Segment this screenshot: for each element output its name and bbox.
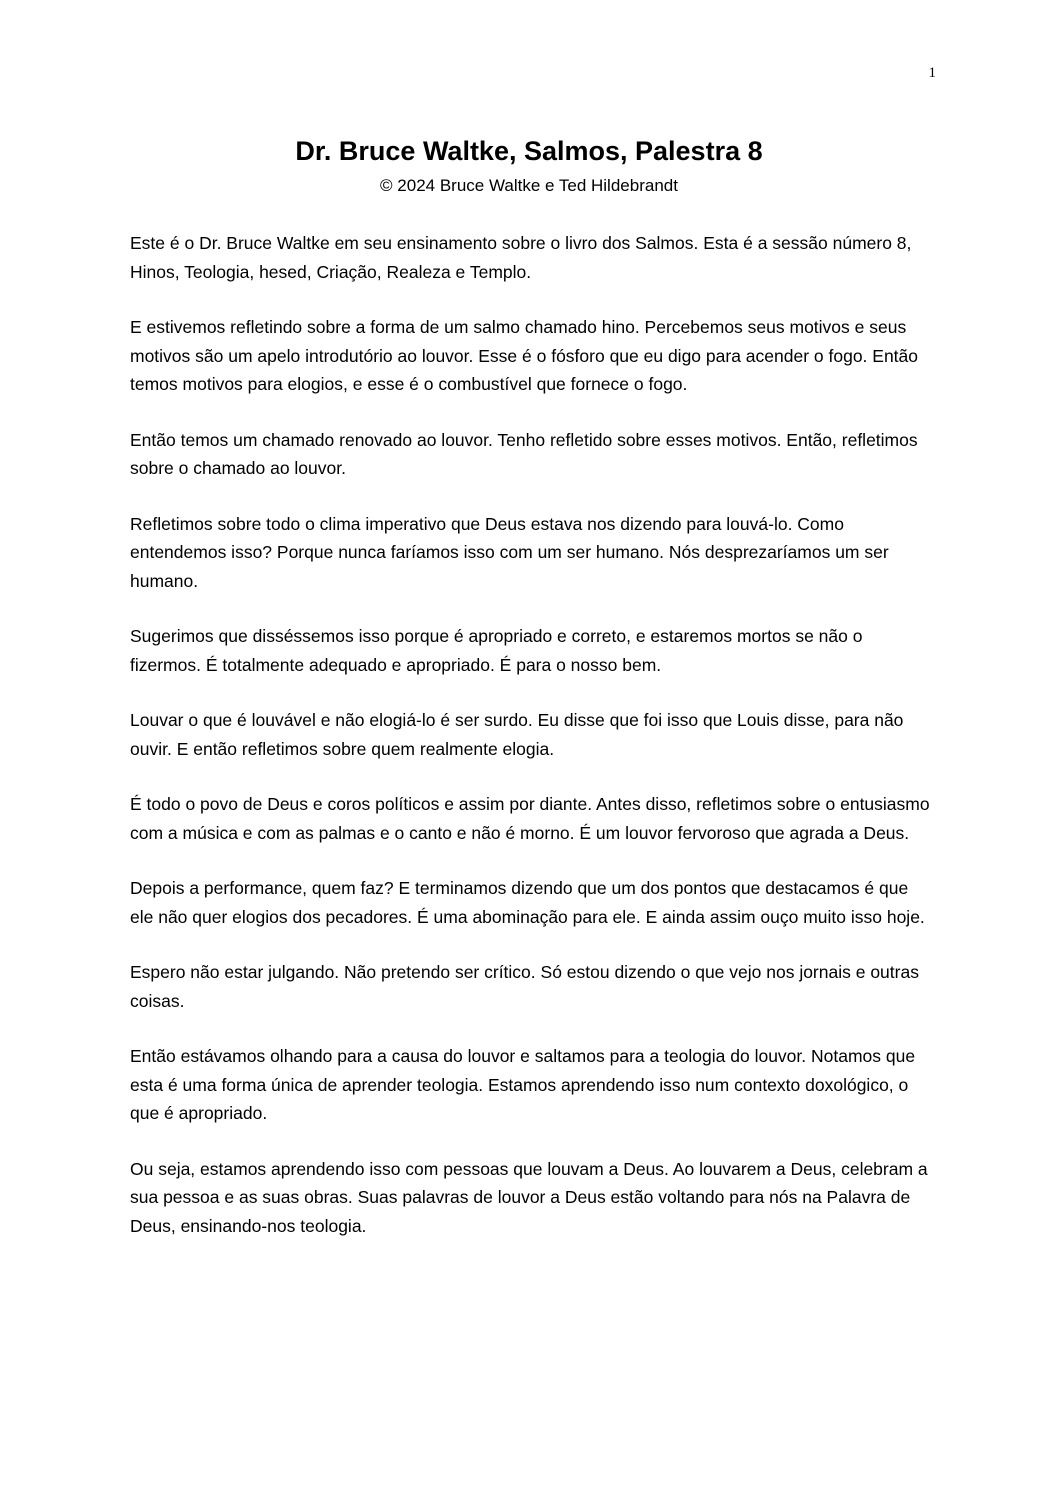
copyright-line: © 2024 Bruce Waltke e Ted Hildebrandt	[380, 176, 678, 195]
paragraph: Sugerimos que disséssemos isso porque é apropriado e correto, e estaremos mortos se não o fizermos. É totalmente adequado e apropriado. É para o nosso bem.	[130, 626, 863, 675]
paragraph: Então estávamos olhando para a causa do louvor e saltamos para a teologia do louvor. Notamos que esta é uma forma única de aprender teologia. Estamos aprendendo isso num contexto doxológico, o que é apropriado.	[130, 1046, 916, 1123]
paragraph: Louvar o que é louvável e não elogiá-lo é ser surdo. Eu disse que foi isso que Louis disse, para não ouvir. E então refletimos sobre quem realmente elogia.	[130, 710, 904, 759]
paragraph: Refletimos sobre todo o clima imperativo que Deus estava nos dizendo para louvá-lo. Como entendemos isso? Porque nunca faríamos isso com um ser humano. Nós desprezaríamos um ser humano.	[130, 513, 889, 591]
paragraph: E estivemos refletindo sobre a forma de um salmo chamado hino. Percebemos seus motivos e seus motivos são um apelo introdutório ao louvor. Esse é o fósforo que eu digo para acender o fogo. Então temos motivos para elogios, e esse é o combustível que fornece o fogo.	[130, 317, 919, 394]
document-body	[130, 229, 930, 1267]
paragraph: Então temos um chamado renovado ao louvor. Tenho refletido sobre esses motivos. Então, refletimos sobre o chamado ao louvor.	[130, 429, 918, 478]
document-title: Dr. Bruce Waltke, Salmos, Palestra 8	[295, 136, 763, 166]
page-number: 1	[928, 65, 936, 81]
paragraph: Ou seja, estamos aprendendo isso com pessoas que louvam a Deus. Ao louvarem a Deus, celebram a sua pessoa e as suas obras. Suas palavras de louvor a Deus estão voltando para nós na Palavra de Deus, ensinando-nos teologia.	[130, 1158, 928, 1236]
paragraph: É todo o povo de Deus e coros políticos e assim por diante. Antes disso, refletimos sobre o entusiasmo com a música e com as palmas e o canto e não é morno. É um louvor fervoroso que agrada a Deus.	[130, 794, 930, 843]
paragraph: Depois a performance, quem faz? E terminamos dizendo que um dos pontos que destacamos é que ele não quer elogios dos pecadores. É uma abominação para ele. E ainda assim ouço muito isso hoje.	[130, 878, 925, 927]
paragraph: Este é o Dr. Bruce Waltke em seu ensinamento sobre o livro dos Salmos. Esta é a sessão número 8, Hinos, Teologia, hesed, Criação, Realeza e Templo.	[130, 233, 912, 282]
paragraph: Espero não estar julgando. Não pretendo ser crítico. Só estou dizendo o que vejo nos jornais e outras coisas.	[130, 962, 919, 1011]
